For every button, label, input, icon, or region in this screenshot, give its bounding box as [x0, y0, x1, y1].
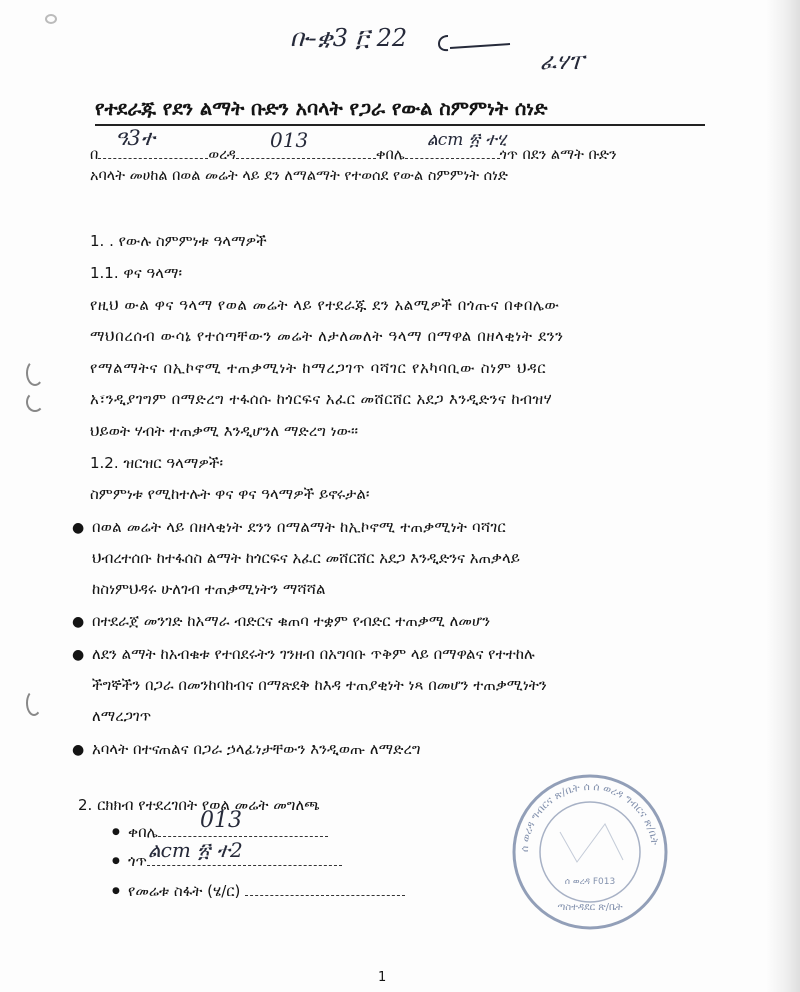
bullet-icon: ● — [72, 520, 85, 536]
bullet-icon: ● — [72, 742, 85, 758]
bullet-icon: ● — [112, 886, 120, 896]
intro-prefix: በ — [90, 147, 99, 163]
stamp-emblem-icon — [560, 824, 623, 862]
title-underline — [95, 124, 705, 126]
bullet-icon: ● — [112, 856, 120, 866]
field-label: የመሬቱ ስፋት (ሄ/ር) — [128, 882, 241, 900]
paragraph-line: አ፣ንዲያገግም በማድረግ ተፋሰሱ ከጎርፍና አፈር መሸርሸር አደጋ እንዲድንና ከብዝሃ — [90, 390, 553, 408]
handwritten-kebele-number: 013 — [200, 808, 242, 833]
bullet-line: ችግኞችን በጋራ በመንከባከብና በማጽደቅ ከእዳ ተጠያቂነት ነጻ በመሆን ተጠቃሚነትን — [92, 676, 547, 694]
stamp-bottom-text: ጣስተዳደር ጽ/ቤት — [557, 902, 623, 913]
intro-line-2: አባላት መሀከል በወል መሬት ላይ ደን ለማልማት የተወሰደ የውል ስምምነት ሰነድ — [90, 168, 508, 184]
intro-line-1 — [90, 144, 617, 163]
page-number: 1 — [378, 970, 387, 985]
form-field-area — [128, 881, 405, 900]
field-label: ጎጥ — [128, 852, 147, 870]
section-1-heading: 1. . የውሉ ስምምነቱ ዓላማዎች — [90, 232, 267, 250]
handwritten-reference: ቡ-ቋ3 ፫ 22 — [290, 24, 408, 52]
kebele-number-blank — [158, 822, 328, 837]
paragraph-line: ማህበረሰብ ውሳኔ የተሰጣቸውን መሬት ለታለመለት ዓላማ በማዋል በዘላቂነት ደንን — [90, 327, 564, 345]
area-blank — [245, 881, 405, 896]
document-title: የተደራጁ የደን ልማት ቡድን አባላት የጋራ የውል ስምምነት ሰነድ — [95, 97, 548, 120]
bullet-line: አባላት በተናጠልና በጋራ ኃላፊነታቸውን እንዲወጡ ለማድረግ — [92, 740, 421, 758]
bullet-line: ለደን ልማት ከአብቁቱ የተበደሩትን ገንዘብ በአግባቡ ጥቅም ላይ በማዋልና የተተከሉ — [92, 645, 535, 663]
bullet-icon: ● — [72, 647, 85, 663]
section-1-2-intro: ስምምነቱ የሚከተሉት ዋና ዋና ዓላማዎች ይኖሩታል፡ — [90, 485, 370, 503]
bullet-line: በወል መሬት ላይ በዘላቂነት ደንን በማልማት ከኢኮኖሚ ተጠቃሚነት ባሻገር — [92, 518, 506, 536]
punch-hole-mark — [26, 392, 44, 412]
handwritten-got-name: ልcm ፳ ተ2 — [148, 838, 243, 862]
handwritten-kebele-name: ዓ3ተ — [115, 126, 155, 150]
paragraph-line: ህይወት ሃብት ተጠቃሚ እንዲሆንለ ማድረግ ነው፡፡ — [90, 422, 359, 440]
bullet-line: በተደራጀ መንገድ ከአማራ ብድርና ቁጠባ ተቋም የብድር ተጠቃሚ ለመሆን — [92, 612, 491, 630]
handwritten-wereda-number: 013 — [270, 128, 309, 152]
handwritten-initials: ፈሃፐ — [540, 50, 584, 75]
paragraph-line: የማልማትና በኢኮኖሚ ተጠቃሚነት ከማረጋገጥ ባሻገር የአካባቢው ስነም ህዳር — [90, 359, 547, 377]
handwritten-stroke — [434, 30, 514, 56]
scan-speck — [45, 14, 57, 24]
bullet-line: ከስነምህዳሩ ሁለገብ ተጠቃሚነትን ማሻሻል — [92, 580, 326, 598]
bullet-line: ህብረተሰቡ ከተፋሰስ ልማት ከጎርፍና አፈር መሸርሸር አደጋ እንዲድንና አጠቃላይ — [92, 549, 520, 567]
official-stamp — [505, 772, 675, 932]
stamp-inner-text: ሰ ወረዳ F013 — [564, 877, 616, 887]
section-2-heading: 2. ርክክብ የተደረገበት የወል መሬት መግለጫ — [78, 796, 320, 814]
intro-wereda-label: ወረዳ — [208, 147, 236, 163]
page-edge-shadow — [766, 0, 800, 992]
bullet-line: ለማረጋገጥ — [92, 707, 152, 725]
section-1-2-heading: 1.2. ዝርዝር ዓላማዎች፡ — [90, 454, 224, 472]
section-1-1-heading: 1.1. ዋና ዓላማ፡ — [90, 264, 182, 282]
bullet-icon: ● — [112, 827, 120, 837]
intro-kebele-label: ቀበሌ — [375, 147, 405, 163]
field-label: ቀበሌ — [128, 823, 158, 841]
handwritten-kebele-fill: ልcm ፳ ተሂ — [427, 130, 507, 150]
punch-hole-mark — [26, 360, 44, 386]
punch-hole-mark — [26, 690, 42, 716]
bullet-icon: ● — [72, 614, 85, 630]
paragraph-line: የዚህ ውል ዋና ዓላማ የወል መሬት ላይ የተደራጁ ደን አልሚዎች በጎጡና በቀበሌው — [90, 296, 560, 314]
stamp-ring-text: ሰ ወረዳ ግብርና ጽ/ቤት ሰ ሰ ወረዳ ግብርና ጽ/ቤት — [518, 780, 661, 853]
intro-got-suffix: ጎጥ በደን ልማት ቡድን — [499, 147, 617, 163]
